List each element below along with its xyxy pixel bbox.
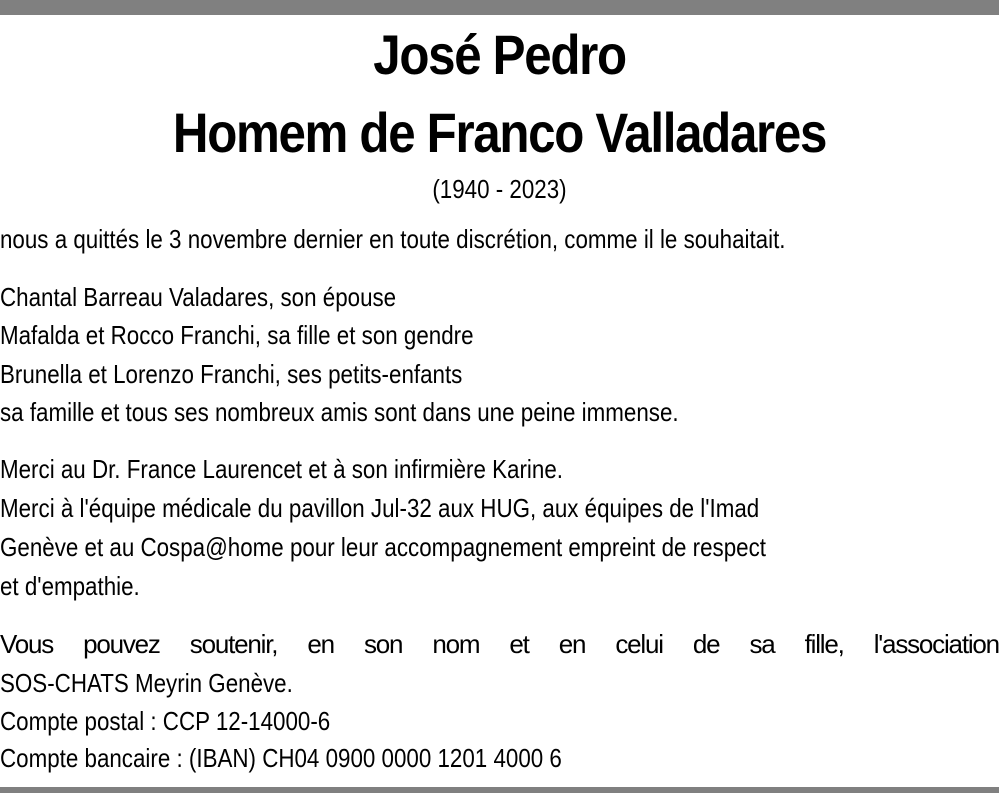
family-line-2: Mafalda et Rocco Franchi, sa fille et son gendre — [0, 320, 474, 350]
bank-account: Compte bancaire : (IBAN) CH04 0900 0000 1201 4000 6 — [0, 743, 562, 773]
support-word: fille, — [804, 629, 844, 659]
support-word: celui — [615, 629, 663, 659]
thanks-line-2: Merci à l'équipe médicale du pavillon Jul-32 aux HUG, aux équipes de l'Imad — [0, 493, 760, 523]
thanks-line-1: Merci au Dr. France Laurencet et à son infirmière Karine. — [0, 454, 563, 484]
family-line-3: Brunella et Lorenzo Franchi, ses petits-enfants — [0, 359, 463, 389]
support-word: son — [363, 629, 403, 659]
support-word: Vous — [0, 629, 54, 659]
deceased-surnames: Homem de Franco Valladares — [172, 101, 827, 164]
thanks-line-3: Genève et au Cospa@home pour leur accompagnement empreint de respect — [0, 532, 766, 562]
support-word: en — [307, 629, 334, 659]
bottom-rule — [0, 787, 999, 793]
deceased-first-names: José Pedro — [373, 23, 626, 86]
thanks-line-4: et d'empathie. — [0, 571, 140, 601]
support-word: pouvez — [83, 629, 160, 659]
top-rule — [0, 0, 999, 15]
intro-text: nous a quittés le 3 novembre dernier en toute discrétion, comme il le souhaitait. — [0, 224, 786, 254]
postal-account: Compte postal : CCP 12-14000-6 — [0, 706, 331, 736]
support-word: de — [692, 629, 720, 659]
support-word: l'association — [873, 629, 999, 659]
support-line-2: SOS-CHATS Meyrin Genève. — [0, 668, 293, 698]
support-word: en — [558, 629, 586, 659]
support-word: soutenir, — [189, 629, 278, 659]
support-word: et — [509, 629, 529, 659]
support-word: nom — [432, 629, 480, 659]
support-word: sa — [749, 629, 775, 659]
support-line-1 — [0, 627, 999, 661]
family-line-4: sa famille et tous ses nombreux amis sont dans une peine immense. — [0, 397, 679, 427]
family-line-1: Chantal Barreau Valadares, son épouse — [0, 282, 397, 312]
life-dates: (1940 - 2023) — [432, 174, 567, 204]
